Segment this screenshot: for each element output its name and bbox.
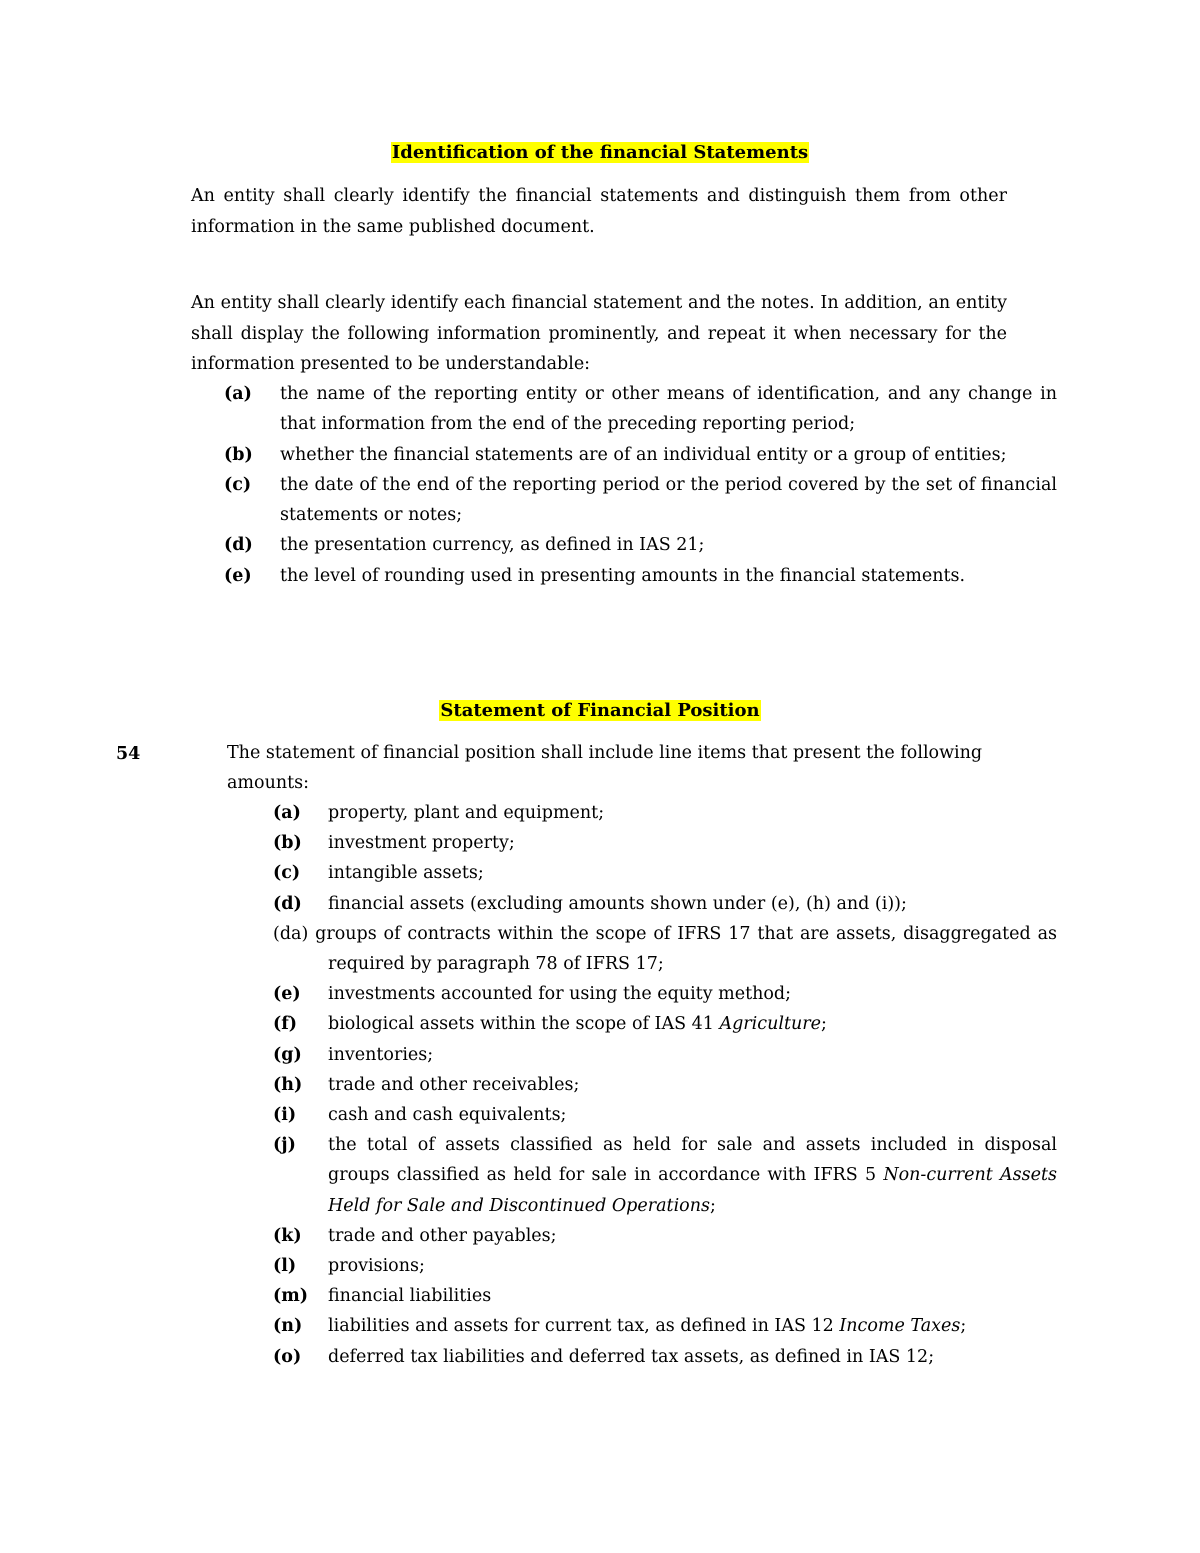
list-item-text: liabilities and assets for current tax, as defined in IAS 12 Income Taxes;	[328, 1316, 967, 1337]
list-item	[273, 979, 1057, 1009]
list-item-label: (c)	[224, 474, 252, 495]
line-items-list	[273, 798, 1057, 1372]
paragraph-line: information presented to be understandable:	[191, 354, 591, 374]
paragraph-number: 54	[116, 744, 141, 764]
list-item-label: (d)	[224, 535, 253, 556]
list-item-label: (o)	[273, 1346, 302, 1367]
list-item	[273, 889, 1057, 919]
list-item-label: (i)	[273, 1105, 297, 1126]
list-item-text: inventories;	[328, 1044, 434, 1065]
list-item	[273, 1251, 1057, 1281]
list-item-text: cash and cash equivalents;	[328, 1105, 567, 1126]
list-item-label: (f)	[273, 1014, 298, 1035]
list-item-text: deferred tax liabilities and deferred tax assets, as defined in IAS 12;	[328, 1346, 935, 1367]
list-item-label: (da)	[273, 923, 309, 944]
list-item	[191, 470, 1057, 531]
list-item-text: property, plant and equipment;	[328, 803, 605, 823]
section-heading-identification: Identification of the financial Statements	[391, 142, 809, 163]
list-item-text: biological assets within the scope of IAS 41 Agriculture;	[328, 1014, 827, 1035]
list-item	[273, 1311, 1057, 1341]
list-item-label: (m)	[273, 1286, 309, 1307]
list-item-label: (e)	[273, 984, 301, 1005]
list-item	[273, 1342, 1057, 1372]
list-item-text: the level of rounding used in presenting amounts in the financial statements.	[280, 565, 966, 586]
list-item-text: trade and other payables;	[328, 1225, 557, 1246]
paragraph-line-items-intro: The statement of financial position shall include line items that present the following amounts:	[227, 743, 983, 793]
list-item	[191, 561, 1057, 591]
list-item	[191, 530, 1057, 560]
list-item-text: the name of the reporting entity or other means of identification, and any change in that information from the end of the preceding reporting period;	[280, 384, 1057, 435]
paragraph-identify-statements: An entity shall clearly identify the financial statements and distinguish them from other information in the same published document.	[191, 186, 1007, 237]
list-item-text: intangible assets;	[328, 863, 484, 884]
list-item	[273, 1221, 1057, 1251]
list-item-label: (e)	[224, 565, 252, 586]
list-item-label: (b)	[273, 833, 302, 854]
list-item	[273, 1040, 1057, 1070]
list-item-text: the total of assets classified as held for sale and assets included in disposal groups classified as held for sale in accordance with IFRS 5 Non-current Assets Held for Sale and Discontinued Operations;	[328, 1135, 1057, 1216]
list-item-text: financial liabilities	[328, 1286, 492, 1307]
list-item-text: (da) groups of contracts within the scope of IFRS 17 that are assets, disaggregated as required by paragraph 78 of IFRS 17;	[273, 923, 1057, 975]
list-item	[273, 828, 1057, 858]
list-item	[273, 1070, 1057, 1100]
paragraph-identify-each-statement	[191, 288, 1007, 380]
list-item-text: financial assets (excluding amounts shown under (e), (h) and (i));	[328, 893, 907, 914]
list-item	[273, 919, 1057, 979]
paragraph-line: An entity shall clearly identify each financial statement and the notes. In addition, an entity	[191, 293, 1007, 313]
list-item-label: (a)	[224, 384, 252, 404]
list-item-label: (d)	[273, 893, 302, 914]
list-item	[273, 798, 1057, 828]
list-item-label: (h)	[273, 1074, 303, 1095]
list-item-text: the date of the end of the reporting period or the period covered by the set of financial statements or notes;	[280, 474, 1057, 526]
section-heading-financial-position: Statement of Financial Position	[440, 700, 760, 721]
list-item-text: whether the financial statements are of an individual entity or a group of entities;	[280, 444, 1007, 465]
list-item-label: (c)	[273, 863, 301, 884]
list-item-text: trade and other receivables;	[328, 1074, 580, 1095]
list-item	[273, 1281, 1057, 1311]
list-item-label: (n)	[273, 1316, 303, 1337]
list-item-label: (a)	[273, 803, 301, 823]
list-item	[273, 1100, 1057, 1130]
list-item	[273, 1130, 1057, 1221]
list-item-text: investments accounted for using the equity method;	[328, 984, 792, 1005]
list-item-label: (l)	[273, 1256, 297, 1277]
list-item-text: provisions;	[328, 1256, 425, 1277]
list-item-label: (b)	[224, 444, 253, 465]
list-item-label: (k)	[273, 1225, 302, 1246]
list-item	[191, 379, 1057, 440]
paragraph-line: shall display the following information prominently, and repeat it when necessary for the	[191, 323, 1007, 344]
list-item	[191, 440, 1057, 470]
list-item	[273, 1009, 1057, 1039]
list-item-label: (g)	[273, 1044, 302, 1065]
identification-list	[191, 379, 1057, 591]
list-item-text: the presentation currency, as defined in IAS 21;	[280, 535, 705, 556]
list-item-label: (j)	[273, 1135, 296, 1156]
list-item	[273, 858, 1057, 888]
list-item-text: investment property;	[328, 833, 515, 854]
